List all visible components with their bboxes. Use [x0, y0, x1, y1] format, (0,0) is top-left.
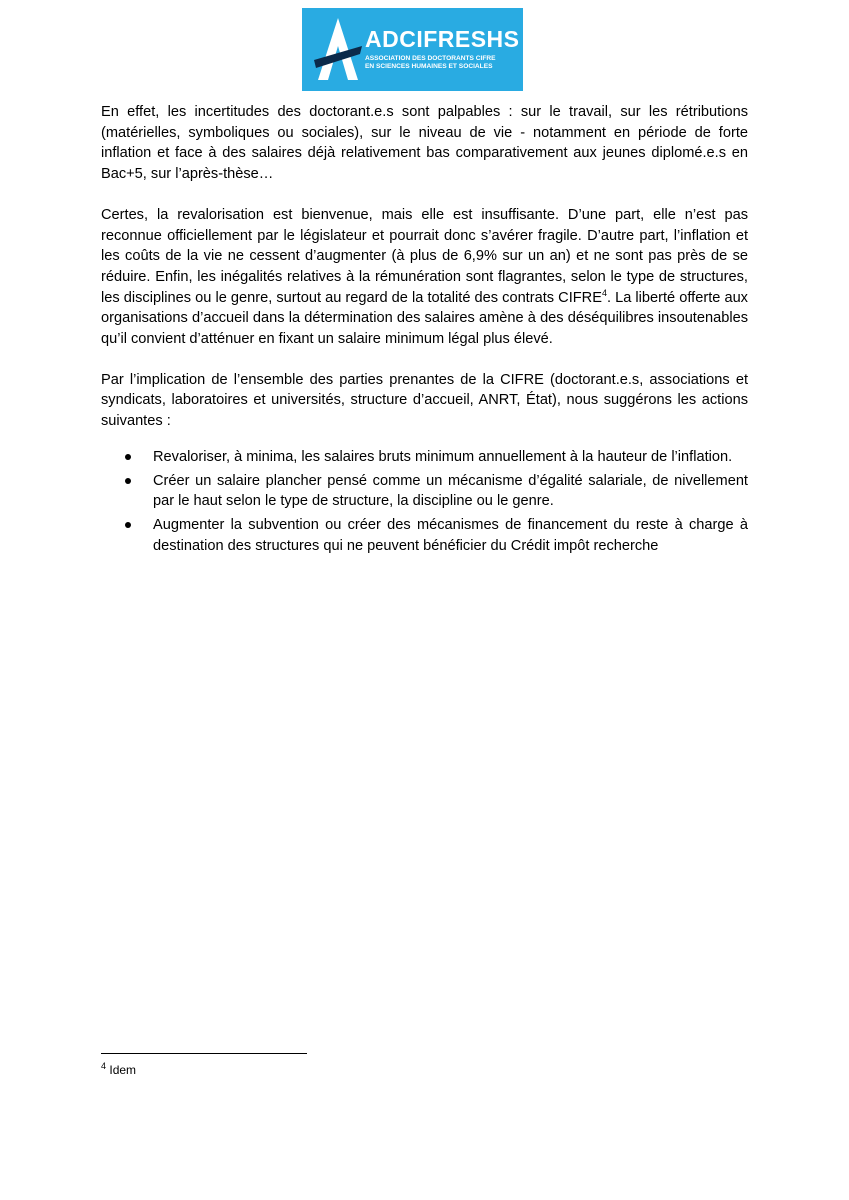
bullet-icon — [125, 454, 131, 460]
paragraph-text-b: . La liberté offerte aux organisations d’accueil dans la détermination des salaires amène à des déséquilibres insoutenables qu’il convient d’atténuer en fixant un salaire minimum légal plus élevé. — [101, 289, 748, 348]
paragraph-stakeholders: Par l’implication de l’ensemble des parties prenantes de la CIFRE (doctorant.e.s, associations et syndicats, laboratoires et universités, structure d’accueil, ANRT, État), nous suggérons les actions suivantes : — [101, 371, 748, 430]
list-item — [101, 447, 748, 468]
footnote — [101, 1063, 136, 1077]
logo-tagline-line2: EN SCIENCES HUMAINES ET SOCIALES — [365, 63, 493, 70]
logo-wordmark: ADCIFRESHS — [365, 26, 520, 52]
document-body — [101, 102, 748, 559]
list-item-text: Créer un salaire plancher pensé comme un mécanisme d’égalité salariale, de nivellement par le haut selon le type de structure, la discipline ou le genre. — [153, 472, 748, 510]
logo-tagline-line1: ASSOCIATION DES DOCTORANTS CIFRE — [365, 55, 496, 62]
paragraph-revalorisation — [101, 205, 748, 350]
list-item-text: Revaloriser, à minima, les salaires bruts minimum annuellement à la hauteur de l’inflation. — [153, 448, 733, 465]
footnote-text: Idem — [109, 1063, 137, 1077]
list-item-text: Augmenter la subvention ou créer des mécanismes de financement du reste à charge à destination des structures qui ne peuvent bénéficier du Crédit impôt recherche — [153, 516, 748, 554]
logo-tagline — [365, 55, 496, 71]
paragraph-text-a: Certes, la revalorisation est bienvenue, mais elle est insuffisante. D’une part, elle n’est pas reconnue officiellement par le législateur et pourrait donc s’avérer fragile. D’autre part, l’inflation et les coûts de la vie ne cessent d’augmenter (à plus de 6,9% sur un an) et ne sont pas près de se réduire. Enfin, les inégalités relatives à la rémunération sont flagrantes, selon le type de structures, les disciplines ou le genre, surtout au regard de la totalité des contrats CIFRE — [101, 206, 748, 306]
footnote-ref[interactable]: 4 — [601, 287, 607, 298]
footnote-number: 4 — [101, 1061, 107, 1071]
adcifreshs-logo — [302, 8, 523, 91]
paragraph-uncertainties: En effet, les incertitudes des doctorant.e.s sont palpables : sur le travail, sur les rétributions (matérielles, symboliques ou sociales), sur le niveau de vie - notamment en période de forte inflation et face à des salaires déjà relativement bas comparativement aux jeunes diplomé.e.s en Bac+5, sur l’après-thèse… — [101, 104, 748, 183]
list-item — [101, 471, 748, 512]
actions-list — [101, 447, 748, 557]
logo-emblem-icon — [312, 16, 364, 84]
list-item — [101, 515, 748, 556]
footnote-separator — [101, 1053, 307, 1054]
bullet-icon — [125, 522, 131, 528]
bullet-icon — [125, 478, 131, 484]
